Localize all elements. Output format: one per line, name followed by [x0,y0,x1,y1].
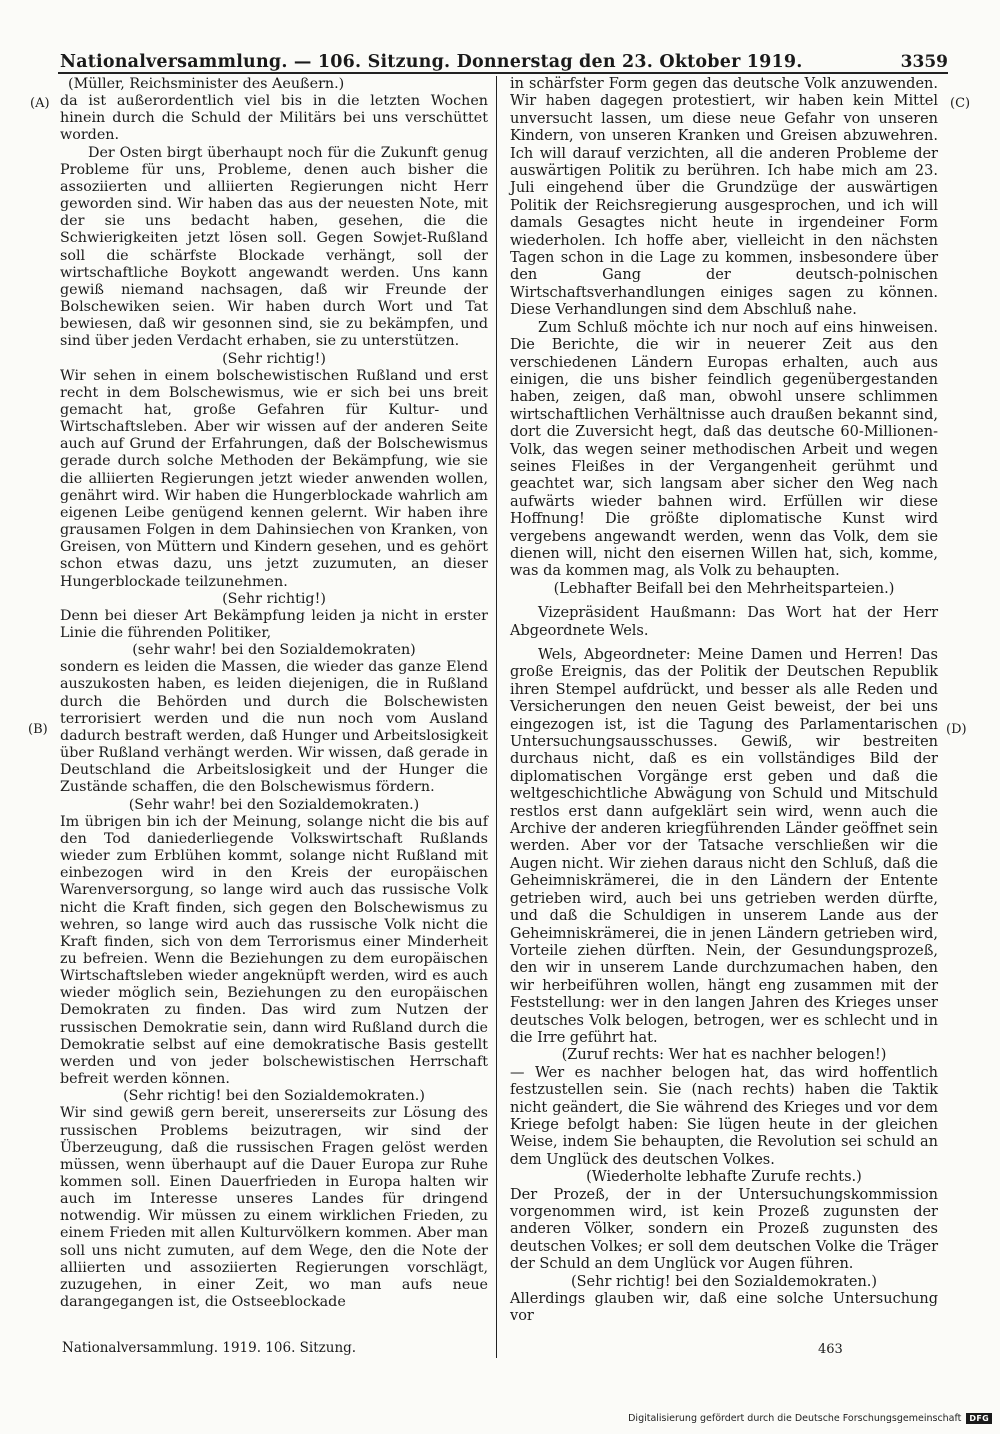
speech-paragraph: Wels, Abgeordneter: Meine Damen und Herren! Das große Ereignis, das der Politik der Deutschen Republik ihren Stempel aufdrückt, und besser als alle Reden und Versicherungen den neuen Geist beweist, der bei uns eingezogen ist, ist die Tagung des Parlamentarischen Untersuchungsausschusses. Gewiß, wir bestreiten durchaus nicht, daß es ein vollständiges Bild der diplomatischen Vorgänge erst geben und daß die weltgeschichtliche Abwägung von Schuld und Mitschuld restlos erst dann aufgeklärt sein wird, wenn auch die Archive der anderen kriegführenden Länder geöffnet sein werden. Aber vor der Tatsache verschließen wir die Augen nicht. Wir ziehen daraus nicht den Schluß, daß die Geheimniskrämerei, die in den Ländern der Entente getrieben wird, auch bei uns getrieben werden dürfte, und daß die Schuldigen in unserem Lande aus der Geheimniskrämerei, die in jenen Ländern getrieben wird, Vorteile ziehen dürften. Nein, der Gesundungsprozeß, den wir in unserem Lande durchzumachen haben, den wir herbeiführen wollen, hängt eng zusammen mit der Feststellung: wer in den langen Jahren des Krieges unser deutsches Volk belogen, betrogen, wer es schlecht und in die Irre geführt hat. [510,647,938,1046]
footer-number: 463 [818,1342,843,1357]
interjection: (Sehr richtig!) [222,590,326,607]
dfg-logo: DFG [966,1413,992,1424]
header-title: Nationalversammlung. — 106. Sitzung. Donnerstag den 23. Oktober 1919. [60,52,803,72]
digitization-credit [628,1413,992,1424]
header-rule [58,72,948,74]
page-number: 3359 [900,52,948,72]
paragraph: Der Osten birgt überhaupt noch für die Zukunft genug Probleme für uns, Probleme, denen auch bisher die assoziierten und alliierten Regierungen nicht Herr geworden sind. Wir haben das aus der neuesten Note, mit der sie uns bedacht haben, gesehen, die die Schwierigkeiten jetzt lösen soll. Gegen Sowjet-Rußland soll die schärfste Blockade verhängt, soll der wirtschaftliche Boykott angewandt werden. Uns kann gewiß niemand nachsagen, daß wir Freunde der Bolschewiken seien. Wir haben durch Wort und Tat bewiesen, daß wir gesonnen sind, sie zu bekämpfen, und sind über jeden Verdacht erhaben, sie zu unterstützen. [60,144,488,350]
paragraph: Wir sind gewiß gern bereit, unsererseits zur Lösung des russischen Problems beizutragen, wir sind der Überzeugung, daß die russischen Fragen gelöst werden müssen, wenn überhaupt auf die Dauer Europa zur Ruhe kommen soll. Einen Dauerfrieden in Europa halten wir auch im Interesse unseres Landes für dringend notwendig. Wir müssen zu einem wirklichen Frieden, zu einem Frieden mit allen Kulturvölkern kommen. Aber man soll uns nicht zumuten, auf dem Wege, den die Note der alliierten und assoziierten Regierungen vorschlägt, zuzugehen, in einer Zeit, wo man aufs neue darangegangen ist, die Ostseeblockade [60,1105,488,1311]
interjection: (Sehr richtig!) [222,350,326,367]
paragraph: da ist außerordentlich viel bis in die letzten Wochen hinein durch die Schuld der Militärs bei uns verschüttet worden. [60,93,488,144]
paragraph: sondern es leiden die Massen, die wieder das ganze Elend auszukosten haben, es leiden diejenigen, die in Rußland durch die Behörden und durch die Bolschewisten terrorisiert werden und die nun noch vom Ausland dadurch bestraft werden, daß Hunger und Arbeitslosigkeit über Rußland verhängt werden. Wir wissen, daß gerade in Deutschland die Arbeitslosigkeit und der Hunger die Zustände schaffen, die den Bolschewismus fördern. [60,659,488,796]
margin-marker-c: (C) [950,96,971,111]
column-divider [496,76,497,1358]
interjection: (Lebhafter Beifall bei den Mehrheitsparteien.) [553,580,895,597]
interjection: (Sehr richtig! bei den Sozialdemokraten.) [570,1273,878,1290]
margin-marker-a: (A) [30,96,50,111]
paragraph: Denn bei dieser Art Bekämpfung leiden ja nicht in erster Linie die führenden Politiker, [60,607,488,641]
paragraph: Im übrigen bin ich der Meinung, solange nicht die bis auf den Tod daniederliegende Volkswirtschaft Rußlands wieder zum Erblühen kommt, solange nicht Rußland mit einbezogen wird in den Kreis der europäischen Warenversorgung, so lange wird auch das russische Volk nicht die Kraft finden, sich gegen den Bolschewismus zu wehren, so lange wird auch das russische Volk nicht die Kraft finden, sich von dem Terrorismus einer Minderheit zu befreien. Wenn die Beziehungen zu dem europäischen Wirtschaftsleben wieder angeknüpft werden, wird es auch wieder möglich sein, Beziehungen zu den europäischen Demokraten zu finden. Das wird zum Nutzen der russischen Demokratie sein, dann wird Rußland durch die Demokratie selbst auf eine demokratische Basis gestellt werden und von jeder bolschewistischen Herrschaft befreit werden können. [60,813,488,1088]
paragraph: Wir sehen in einem bolschewistischen Rußland und erst recht in dem Bolschewismus, wie er sich bei uns breit gemacht hat, große Gefahren für Kultur- und Wirtschaftsleben. Aber wir wissen auf der anderen Seite auch auf Grund der Erfahrungen, daß der Bolschewismus gerade durch solche Methoden der Bekämpfung, wie sie die alliierten Regierungen jetzt wieder anwenden wollen, genährt wird. Wir haben die Hungerblockade wahrlich am eigenen Leibe genügend kennen gelernt. Wir haben ihre grausamen Folgen in dem Dahinsiechen von Kranken, von Greisen, von Müttern und Kindern gesehen, und es gehört schon etwas dazu, uns jetzt zuzumuten, an dieser Hungerblockade teilzunehmen. [60,367,488,590]
left-column [60,76,488,1311]
running-header [60,46,948,72]
interjection: (Sehr richtig! bei den Sozialdemokraten.) [123,1088,425,1105]
paragraph: in schärfster Form gegen das deutsche Volk anzuwenden. Wir haben dagegen protestiert, wir haben kein Mittel unversucht lassen, um diese neue Gefahr von unseren Kindern, von unseren Kranken und Greisen abzuwehren. Ich will darauf verzichten, all die anderen Probleme der auswärtigen Politik zu berühren. Ich habe mich am 23. Juli eingehend über die Grundzüge der auswärtigen Politik der Reichsregierung ausgesprochen, und ich will damals Gesagtes nicht heute in irgendeiner Form wiederholen. Ich hoffe aber, vielleicht in den nächsten Tagen schon in die Lage zu kommen, insbesondere über den Gang der deutsch-polnischen Wirtschaftsverhandlungen einiges sagen zu können. Diese Verhandlungen sind dem Abschluß nahe. [510,76,938,319]
margin-marker-d: (D) [946,722,967,737]
right-column [510,76,938,1326]
paragraph: — Wer es nachher belogen hat, das wird hoffentlich festzustellen sein. Sie (nach rechts) haben die Taktik nicht geändert, die Sie während des Krieges und vor dem Kriege befolgt haben: Sie lügen heute in der gleichen Weise, indem Sie behaupten, die Revolution sei schuld an dem Unglück des deutschen Volkes. [510,1064,938,1168]
interjection: (Zuruf rechts: Wer hat es nachher belogen!) [561,1047,887,1064]
interjection: (Sehr wahr! bei den Sozialdemokraten.) [128,796,420,813]
paragraph: Der Prozeß, der in der Untersuchungskommission vorgenommen wird, ist kein Prozeß zugunsten der anderen Völker, sondern ein Prozeß zugunsten des deutschen Volkes; er soll dem deutschen Volke die Träger der Schuld an dem Unglück vor Augen führen. [510,1186,938,1273]
interjection: (Wiederholte lebhafte Zurufe rechts.) [586,1169,862,1186]
credit-text: Digitalisierung gefördert durch die Deutsche Forschungsgemeinschaft [628,1413,962,1424]
paragraph: Allerdings glauben wir, daß eine solche Untersuchung vor [510,1291,938,1325]
margin-marker-b: (B) [28,722,48,737]
chair-statement: Vizepräsident Haußmann: Das Wort hat der Herr Abgeordnete Wels. [510,605,938,639]
paragraph: Zum Schluß möchte ich nur noch auf eins hinweisen. Die Berichte, die wir in neuerer Zeit aus den verschiedenen Ländern Europas erhalten, auch aus einigen, die uns bisher feindlich gegenübergestanden haben, zeigen, daß man, obwohl unsere schlimmen wirtschaftlichen Verhältnisse auch draußen bekannt sind, dort die Zuversicht hegt, daß das deutsche 60-Millionen-Volk, das wegen seiner methodischen Arbeit und wegen seines Fleißes in der Vergangenheit gerühmt und geachtet war, sich langsam aber sicher den Weg nach aufwärts wieder bahnen wird. Erfüllen wir diese Hoffnung! Die größte diplomatische Kunst wird vergebens angewandt werden, wenn das Volk, dem sie dienen will, nicht den eisernen Willen hat, sich, komme, was da kommen mag, als Volk zu behaupten. [510,319,938,580]
speaker-line: (Müller, Reichsminister des Aeußern.) [68,76,345,92]
interjection: (sehr wahr! bei den Sozialdemokraten) [132,642,416,659]
footer-session-line: Nationalversammlung. 1919. 106. Sitzung. [62,1340,357,1356]
